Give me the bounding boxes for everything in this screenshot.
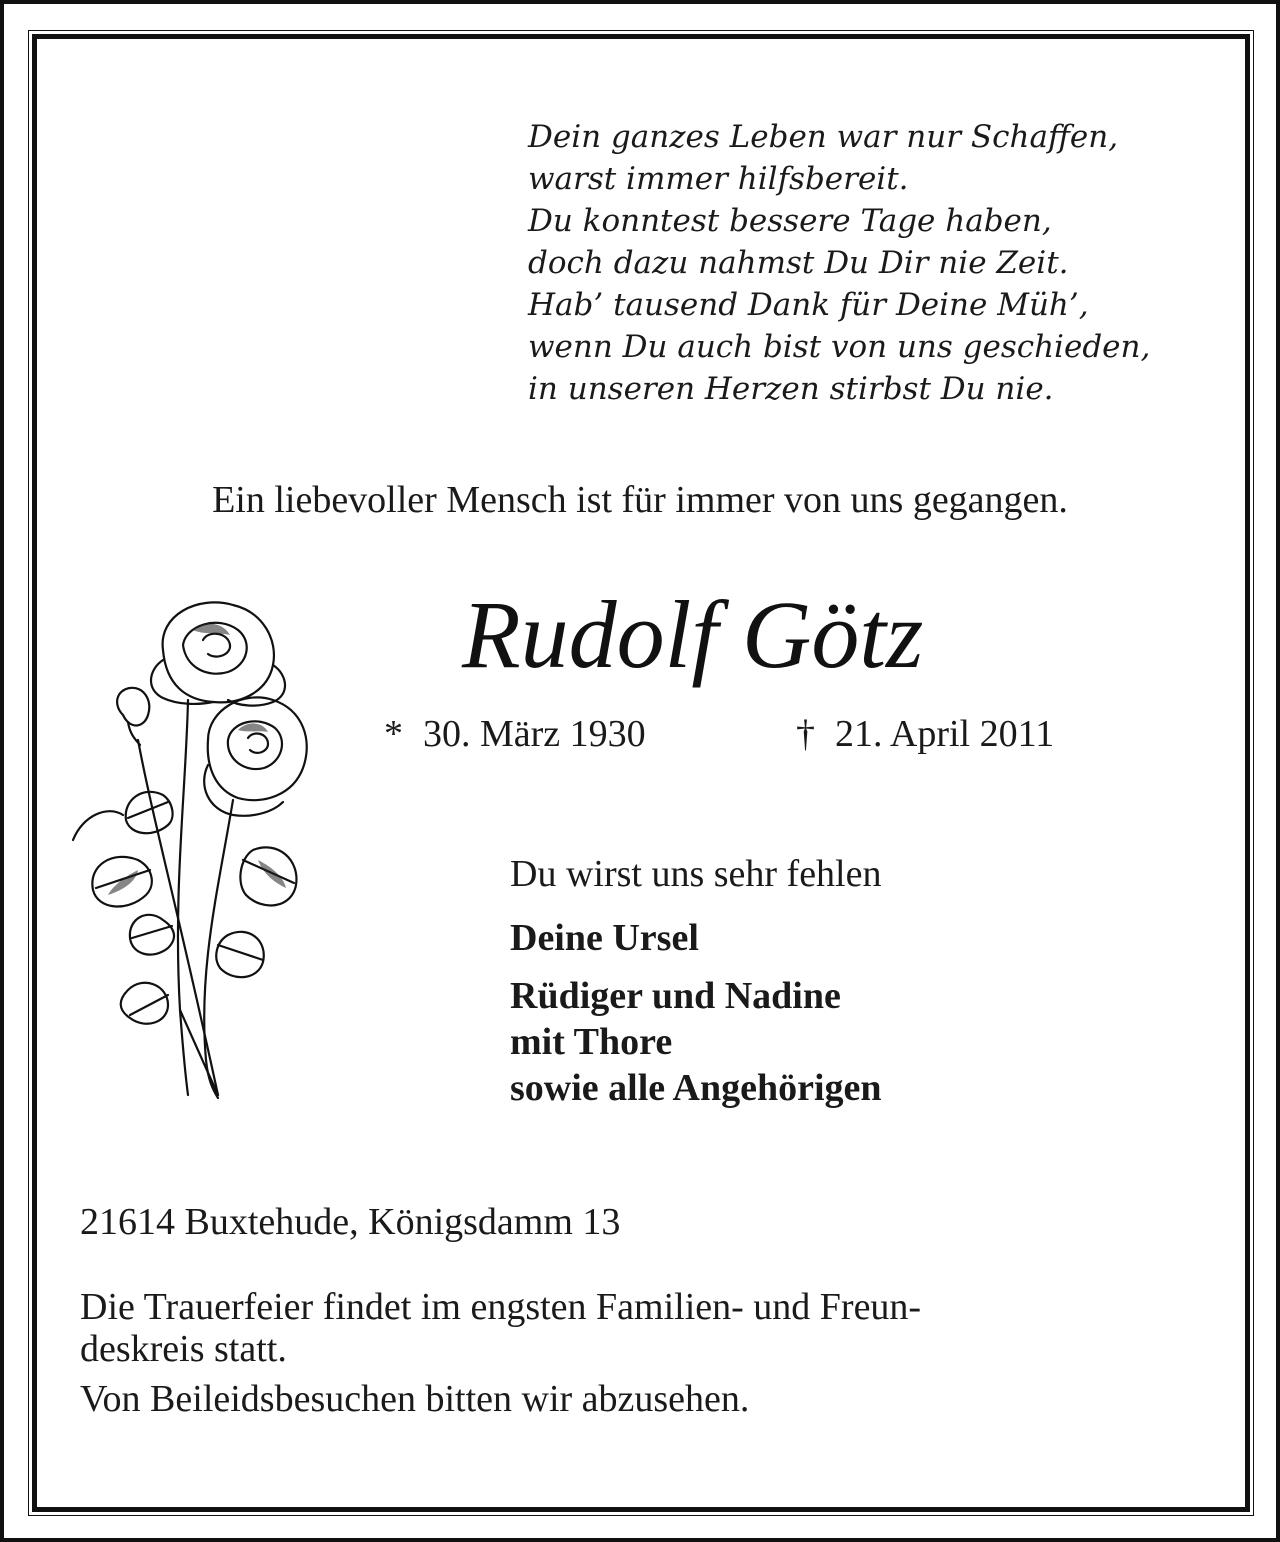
- death-date: [796, 712, 1054, 756]
- signer: mit Thore: [510, 1021, 673, 1063]
- poem-line: warst immer hilfsbereit.: [528, 161, 909, 197]
- signer: Deine Ursel: [510, 917, 699, 959]
- poem-line: Hab’ tausend Dank für Deine Müh’,: [528, 287, 1089, 323]
- notice-line: Die Trauerfeier findet im engsten Familien- und Freun-: [80, 1286, 922, 1328]
- poem-line: wenn Du auch bist von uns geschieden,: [528, 329, 1151, 365]
- signers: [510, 915, 882, 1111]
- intro-text: Ein liebevoller Mensch ist für immer von uns gegangen.: [212, 479, 1068, 521]
- deceased-name: Rudolf Götz: [462, 581, 924, 688]
- death-symbol: †: [796, 713, 815, 755]
- poem-line: doch dazu nahmst Du Dir nie Zeit.: [528, 245, 1069, 281]
- birth-symbol: *: [384, 713, 403, 755]
- farewell-message: Du wirst uns sehr fehlen: [510, 853, 882, 895]
- birth-date: [384, 712, 646, 756]
- poem-line: Du konntest bessere Tage haben,: [528, 203, 1052, 239]
- poem-line: Dein ganzes Leben war nur Schaffen,: [528, 119, 1119, 155]
- notice: [80, 1286, 1210, 1420]
- address: 21614 Buxtehude, Königsdamm 13: [80, 1201, 621, 1243]
- signer: Rüdiger und Nadine: [510, 975, 841, 1017]
- notice-line: deskreis statt.: [80, 1328, 287, 1370]
- death-date-text: 21. April 2011: [835, 713, 1055, 755]
- rose-icon: [68, 590, 328, 1110]
- birth-date-text: 30. März 1930: [423, 713, 646, 755]
- notice-line: Von Beileidsbesuchen bitten wir abzusehen.: [80, 1378, 750, 1420]
- signer: sowie alle Angehörigen: [510, 1067, 882, 1109]
- poem: [528, 116, 1228, 410]
- poem-line: in unseren Herzen stirbst Du nie.: [528, 371, 1054, 407]
